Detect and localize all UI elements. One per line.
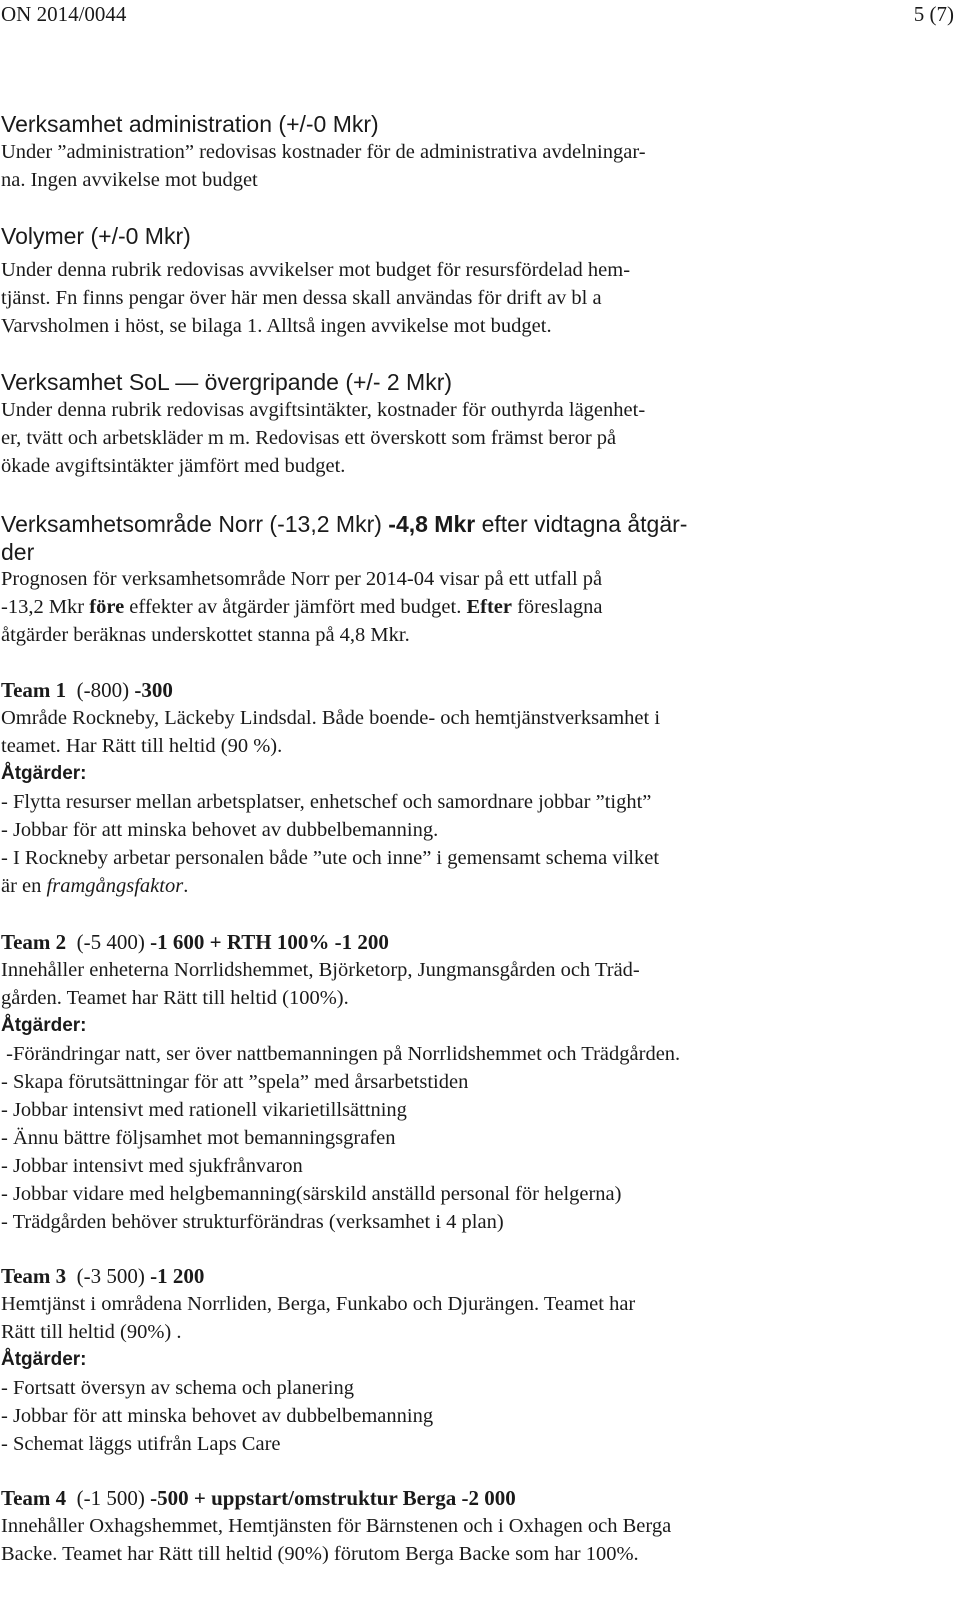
team2-action-item: - Jobbar vidare med helgbemanning(särskild anställd personal för helgerna) — [1, 1183, 622, 1205]
sol-text-line: er, tvätt och arbetskläder m m. Redovisas ett överskott som främst beror på — [1, 427, 617, 449]
team1-action-item — [1, 872, 188, 900]
team4-title — [1, 1484, 516, 1512]
team2-name: Team 2 — [1, 930, 67, 954]
admin-heading: Verksamhet administration (+/-0 Mkr) — [1, 111, 379, 137]
norr-text-efter: Efter — [466, 596, 512, 618]
volymer-heading: Volymer (+/-0 Mkr) — [1, 223, 191, 249]
team2-action-item: - Jobbar intensivt med rationell vikarietillsättning — [1, 1099, 407, 1121]
page-header — [0, 2, 960, 32]
team1-action-item: - Flytta resurser mellan arbetsplatser, enhetschef och samordnare jobbar ”tight” — [1, 791, 652, 813]
team1-target: -300 — [134, 678, 173, 702]
admin-text-line: Under ”administration” redovisas kostnader för de administrativa avdelningar- — [1, 141, 646, 163]
team1-action-item: - Jobbar för att minska behovet av dubbelbemanning. — [1, 819, 439, 841]
team2-title — [1, 928, 389, 956]
team1-action-item: - I Rockneby arbetar personalen både ”ute och inne” i gemensamt schema vilket — [1, 847, 660, 869]
team4-name: Team 4 — [1, 1486, 67, 1510]
team2-action-item: -Förändringar natt, ser över nattbemanningen på Norrlidshemmet och Trädgården. — [1, 1043, 681, 1065]
volymer-text-line: tjänst. Fn finns pengar över här men dessa skall användas för drift av bl a — [1, 287, 602, 309]
team1-actions-label: Åtgärder: — [1, 763, 87, 784]
norr-heading-suffix: efter vidtagna åtgär- — [475, 511, 688, 537]
norr-heading-amount: -4,8 Mkr — [388, 511, 476, 537]
team2-desc-line: Innehåller enheterna Norrlidshemmet, Björketorp, Jungmansgården och Träd- — [1, 959, 640, 981]
team2-action-item: - Trädgården behöver strukturförändras (verksamhet i 4 plan) — [1, 1211, 504, 1233]
norr-heading-continued: der — [1, 539, 35, 565]
volymer-text-line: Under denna rubrik redovisas avvikelser mot budget för resursfördelad hem- — [1, 259, 631, 281]
team4-target: -500 + uppstart/omstruktur Berga -2 000 — [150, 1486, 516, 1510]
team3-action-item: - Jobbar för att minska behovet av dubbelbemanning — [1, 1405, 434, 1427]
team3-prior: (-3 500) — [76, 1264, 145, 1288]
document-id: ON 2014/0044 — [1, 2, 127, 26]
team3-desc-line: Hemtjänst i områdena Norrliden, Berga, Funkabo och Djurängen. Teamet har — [1, 1293, 636, 1315]
team3-actions-label: Åtgärder: — [1, 1349, 87, 1370]
team3-action-item: - Schemat läggs utifrån Laps Care — [1, 1433, 281, 1455]
team1-action-italic: framgångsfaktor — [46, 875, 184, 897]
team2-prior: (-5 400) — [76, 930, 145, 954]
norr-heading — [1, 510, 687, 538]
team2-action-item: - Ännu bättre följsamhet mot bemanningsgrafen — [1, 1127, 396, 1149]
team3-title — [1, 1262, 204, 1290]
team2-target: -1 600 + RTH 100% -1 200 — [150, 930, 389, 954]
norr-text-mid: effekter av åtgärder jämfört med budget. — [124, 596, 467, 618]
team3-name: Team 3 — [1, 1264, 67, 1288]
team2-desc-line: gården. Teamet har Rätt till heltid (100%). — [1, 987, 349, 1009]
admin-text-line: na. Ingen avvikelse mot budget — [1, 169, 258, 191]
page-number: 5 (7) — [913, 2, 954, 26]
team4-prior: (-1 500) — [76, 1486, 145, 1510]
team3-action-item: - Fortsatt översyn av schema och planering — [1, 1377, 354, 1399]
team3-target: -1 200 — [150, 1264, 205, 1288]
team1-name: Team 1 — [1, 678, 67, 702]
sol-text-line: Under denna rubrik redovisas avgiftsintäkter, kostnader för outhyrda lägenhet- — [1, 399, 646, 421]
team1-desc-line: teamet. Har Rätt till heltid (90 %). — [1, 735, 283, 757]
team1-title — [1, 676, 173, 704]
team1-prior: (-800) — [76, 678, 130, 702]
sol-text-line: ökade avgiftsintäkter jämfört med budget. — [1, 455, 346, 477]
team2-action-item: - Jobbar intensivt med sjukfrånvaron — [1, 1155, 303, 1177]
team1-action-suffix: . — [183, 875, 189, 897]
team4-desc-line: Innehåller Oxhagshemmet, Hemtjänsten för Bärnstenen och i Oxhagen och Berga — [1, 1515, 672, 1537]
norr-text-amount: -13,2 Mkr — [1, 596, 90, 618]
team2-actions-label: Åtgärder: — [1, 1015, 87, 1036]
sol-heading: Verksamhet SoL — övergripande (+/- 2 Mkr) — [1, 369, 453, 395]
norr-heading-prefix: Verksamhetsområde Norr (-13,2 Mkr) — [1, 511, 389, 537]
norr-text-line: Prognosen för verksamhetsområde Norr per 2014-04 visar på ett utfall på — [1, 568, 603, 590]
norr-text-fore: före — [89, 596, 125, 618]
team3-desc-line: Rätt till heltid (90%) . — [1, 1321, 182, 1343]
norr-text-line — [1, 593, 602, 621]
team1-desc-line: Område Rockneby, Läckeby Lindsdal. Både boende- och hemtjänstverksamhet i — [1, 707, 661, 729]
norr-text-end: föreslagna — [511, 596, 603, 618]
volymer-text-line: Varvsholmen i höst, se bilaga 1. Alltså ingen avvikelse mot budget. — [1, 315, 552, 337]
team1-action-prefix: är en — [1, 875, 47, 897]
team4-desc-line: Backe. Teamet har Rätt till heltid (90%) förutom Berga Backe som har 100%. — [1, 1543, 639, 1565]
norr-text-line: åtgärder beräknas underskottet stanna på 4,8 Mkr. — [1, 624, 410, 646]
team2-action-item: - Skapa förutsättningar för att ”spela” med årsarbetstiden — [1, 1071, 469, 1093]
